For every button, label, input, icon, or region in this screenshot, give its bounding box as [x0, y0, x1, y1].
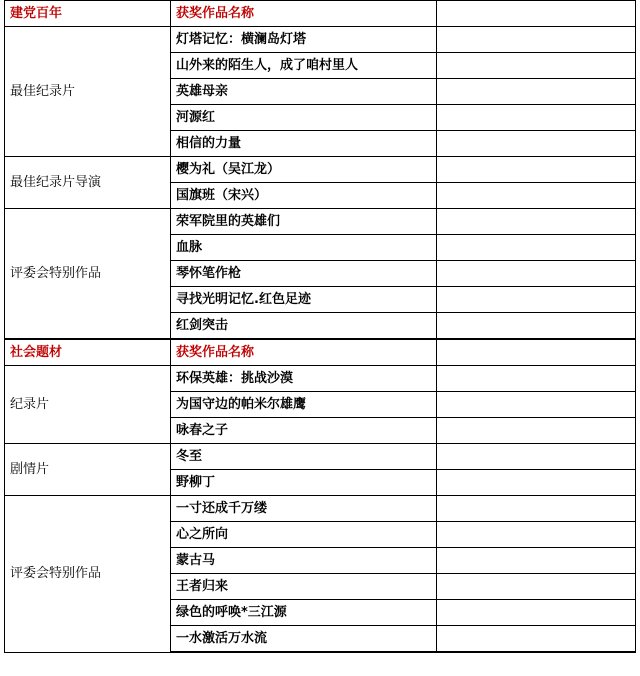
work-title: 英雄母亲: [171, 79, 437, 105]
column-header-work-name: 获奖作品名称: [171, 1, 437, 27]
table-row: [5, 209, 636, 235]
empty-cell: [437, 339, 636, 366]
empty-cell: [437, 470, 636, 496]
empty-cell: [437, 261, 636, 287]
empty-cell: [437, 574, 636, 600]
empty-cell: [437, 53, 636, 79]
work-title: 国旗班（宋兴）: [171, 183, 437, 209]
section-title: 建党百年: [5, 1, 171, 27]
section-header-row: [5, 1, 636, 27]
empty-cell: [437, 157, 636, 183]
award-category: 纪录片: [5, 366, 171, 444]
work-title: 红剑突击: [171, 313, 437, 340]
empty-cell: [437, 1, 636, 27]
empty-cell: [437, 418, 636, 444]
column-header-work-name: 获奖作品名称: [171, 339, 437, 366]
empty-cell: [437, 27, 636, 53]
table-row: [5, 444, 636, 470]
work-title: 野柳丁: [171, 470, 437, 496]
section-title: 社会题材: [5, 339, 171, 366]
empty-cell: [437, 626, 636, 653]
work-title: 一水激活万水流: [171, 626, 437, 653]
table-row: [5, 366, 636, 392]
empty-cell: [437, 366, 636, 392]
work-title: 绿色的呼唤*三江源: [171, 600, 437, 626]
empty-cell: [437, 235, 636, 261]
empty-cell: [437, 600, 636, 626]
table-row: [5, 496, 636, 522]
work-title: 相信的力量: [171, 131, 437, 157]
work-title: 灯塔记忆：横澜岛灯塔: [171, 27, 437, 53]
empty-cell: [437, 522, 636, 548]
award-category: 剧情片: [5, 444, 171, 496]
empty-cell: [437, 496, 636, 522]
empty-cell: [437, 209, 636, 235]
empty-cell: [437, 105, 636, 131]
work-title: 荣军院里的英雄们: [171, 209, 437, 235]
award-category: 评委会特别作品: [5, 496, 171, 653]
section-header-row: [5, 339, 636, 366]
work-title: 咏春之子: [171, 418, 437, 444]
awards-table: [4, 0, 636, 653]
awards-table-body: [5, 1, 636, 653]
work-title: 山外来的陌生人，成了咱村里人: [171, 53, 437, 79]
work-title: 冬至: [171, 444, 437, 470]
award-category: 评委会特别作品: [5, 209, 171, 340]
empty-cell: [437, 287, 636, 313]
work-title: 为国守边的帕米尔雄鹰: [171, 392, 437, 418]
empty-cell: [437, 79, 636, 105]
empty-cell: [437, 131, 636, 157]
empty-cell: [437, 548, 636, 574]
work-title: 血脉: [171, 235, 437, 261]
empty-cell: [437, 392, 636, 418]
work-title: 一寸还成千万缕: [171, 496, 437, 522]
work-title: 蒙古马: [171, 548, 437, 574]
empty-cell: [437, 313, 636, 340]
work-title: 王者归来: [171, 574, 437, 600]
work-title: 琴怀笔作枪: [171, 261, 437, 287]
work-title: 寻找光明记忆.红色足迹: [171, 287, 437, 313]
table-row: [5, 157, 636, 183]
table-row: [5, 27, 636, 53]
work-title: 樱为礼（吴江龙）: [171, 157, 437, 183]
award-category: 最佳纪录片: [5, 27, 171, 157]
award-category: 最佳纪录片导演: [5, 157, 171, 209]
work-title: 心之所向: [171, 522, 437, 548]
empty-cell: [437, 183, 636, 209]
work-title: 环保英雄：挑战沙漠: [171, 366, 437, 392]
empty-cell: [437, 444, 636, 470]
work-title: 河源红: [171, 105, 437, 131]
